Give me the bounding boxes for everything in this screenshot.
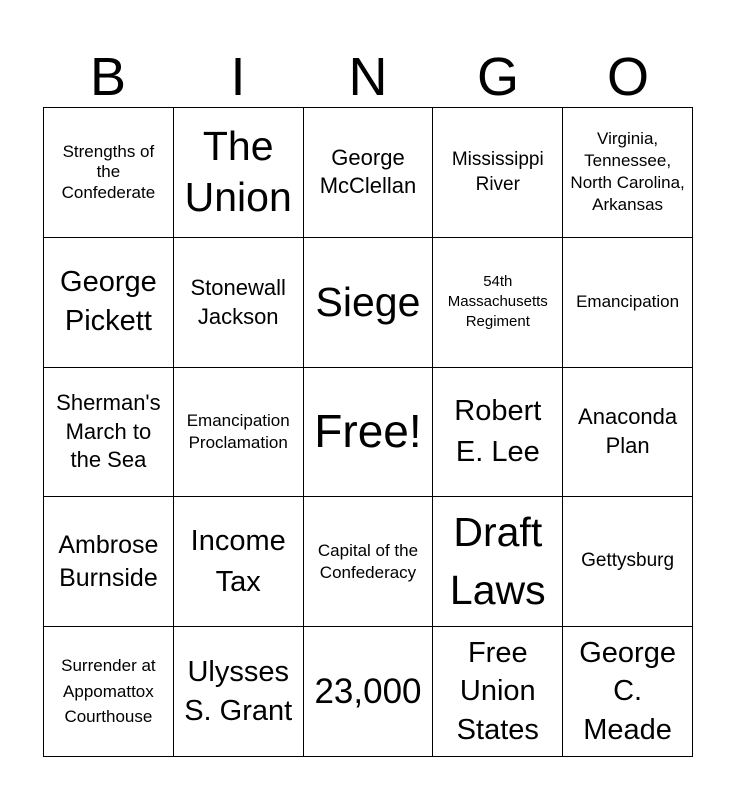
cell-label: Ulysses S. Grant <box>184 656 293 727</box>
cell-label: Stonewall Jackson <box>190 274 286 330</box>
header-letter-b: B <box>89 47 127 107</box>
bingo-cell-r4c2[interactable] <box>174 497 304 627</box>
bingo-cell-r2c2[interactable] <box>174 238 304 368</box>
bingo-header <box>43 44 693 108</box>
cell-label: 54th Massachusetts Regiment <box>447 272 548 331</box>
cell-label: Surrender at Appomattox Courthouse <box>61 656 156 727</box>
bingo-cell-r2c3[interactable] <box>304 238 434 368</box>
bingo-cell-r4c4[interactable] <box>433 497 563 627</box>
cell-label: Sherman's March to the Sea <box>56 390 161 473</box>
cell-label: Draft Laws <box>449 509 546 613</box>
header-letter-o: O <box>606 47 649 107</box>
bingo-cell-r4c5[interactable] <box>563 497 693 627</box>
bingo-cell-r1c4[interactable] <box>433 108 563 238</box>
bingo-cell-r4c3[interactable] <box>304 497 434 627</box>
cell-label: 23,000 <box>314 671 422 711</box>
cell-label: Free Union States <box>456 637 539 746</box>
bingo-cell-r5c2[interactable] <box>174 627 304 757</box>
bingo-cell-r1c2[interactable] <box>174 108 304 238</box>
cell-label: George McClellan <box>319 144 417 199</box>
bingo-cell-r5c4[interactable] <box>433 627 563 757</box>
bingo-cell-r5c5[interactable] <box>563 627 693 757</box>
cell-label: Emancipation Proclamation <box>186 410 290 452</box>
cell-label: The Union <box>184 123 292 221</box>
cell-label: Robert E. Lee <box>454 395 542 468</box>
cell-label: Mississippi River <box>451 148 544 196</box>
bingo-cell-r3c3[interactable] <box>304 368 434 498</box>
header-letter-n: N <box>348 47 388 107</box>
bingo-cell-r3c2[interactable] <box>174 368 304 498</box>
cell-label: George Pickett <box>60 266 157 338</box>
bingo-cell-r3c4[interactable] <box>433 368 563 498</box>
cell-label: Capital of the Confederacy <box>317 540 419 582</box>
bingo-cell-r4c1[interactable] <box>44 497 174 627</box>
bingo-cell-r3c1[interactable] <box>44 368 174 498</box>
bingo-cell-r2c5[interactable] <box>563 238 693 368</box>
bingo-cell-r2c4[interactable] <box>433 238 563 368</box>
cell-label: Anaconda Plan <box>578 404 678 458</box>
cell-label: Emancipation <box>576 292 680 311</box>
cell-label: Ambrose Burnside <box>58 531 159 592</box>
bingo-cell-r1c5[interactable] <box>563 108 693 238</box>
bingo-cell-r1c1[interactable] <box>44 108 174 238</box>
header-letter-g: G <box>476 47 519 107</box>
bingo-cell-r2c1[interactable] <box>44 238 174 368</box>
bingo-board <box>43 107 693 757</box>
cell-label: Siege <box>315 278 421 325</box>
cell-label: Income Tax <box>190 525 286 598</box>
cell-label: Virginia, Tennessee, North Carolina, Arkansas <box>570 129 685 215</box>
cell-label: Gettysburg <box>581 550 675 572</box>
cell-label: Strengths of the Confederate <box>61 141 156 202</box>
bingo-cell-r5c3[interactable] <box>304 627 434 757</box>
cell-label: George C. Meade <box>579 637 676 746</box>
bingo-cell-r3c5[interactable] <box>563 368 693 498</box>
bingo-cell-r1c3[interactable] <box>304 108 434 238</box>
cell-label: Free! <box>314 405 422 458</box>
header-letter-i: I <box>230 47 246 107</box>
bingo-cell-r5c1[interactable] <box>44 627 174 757</box>
